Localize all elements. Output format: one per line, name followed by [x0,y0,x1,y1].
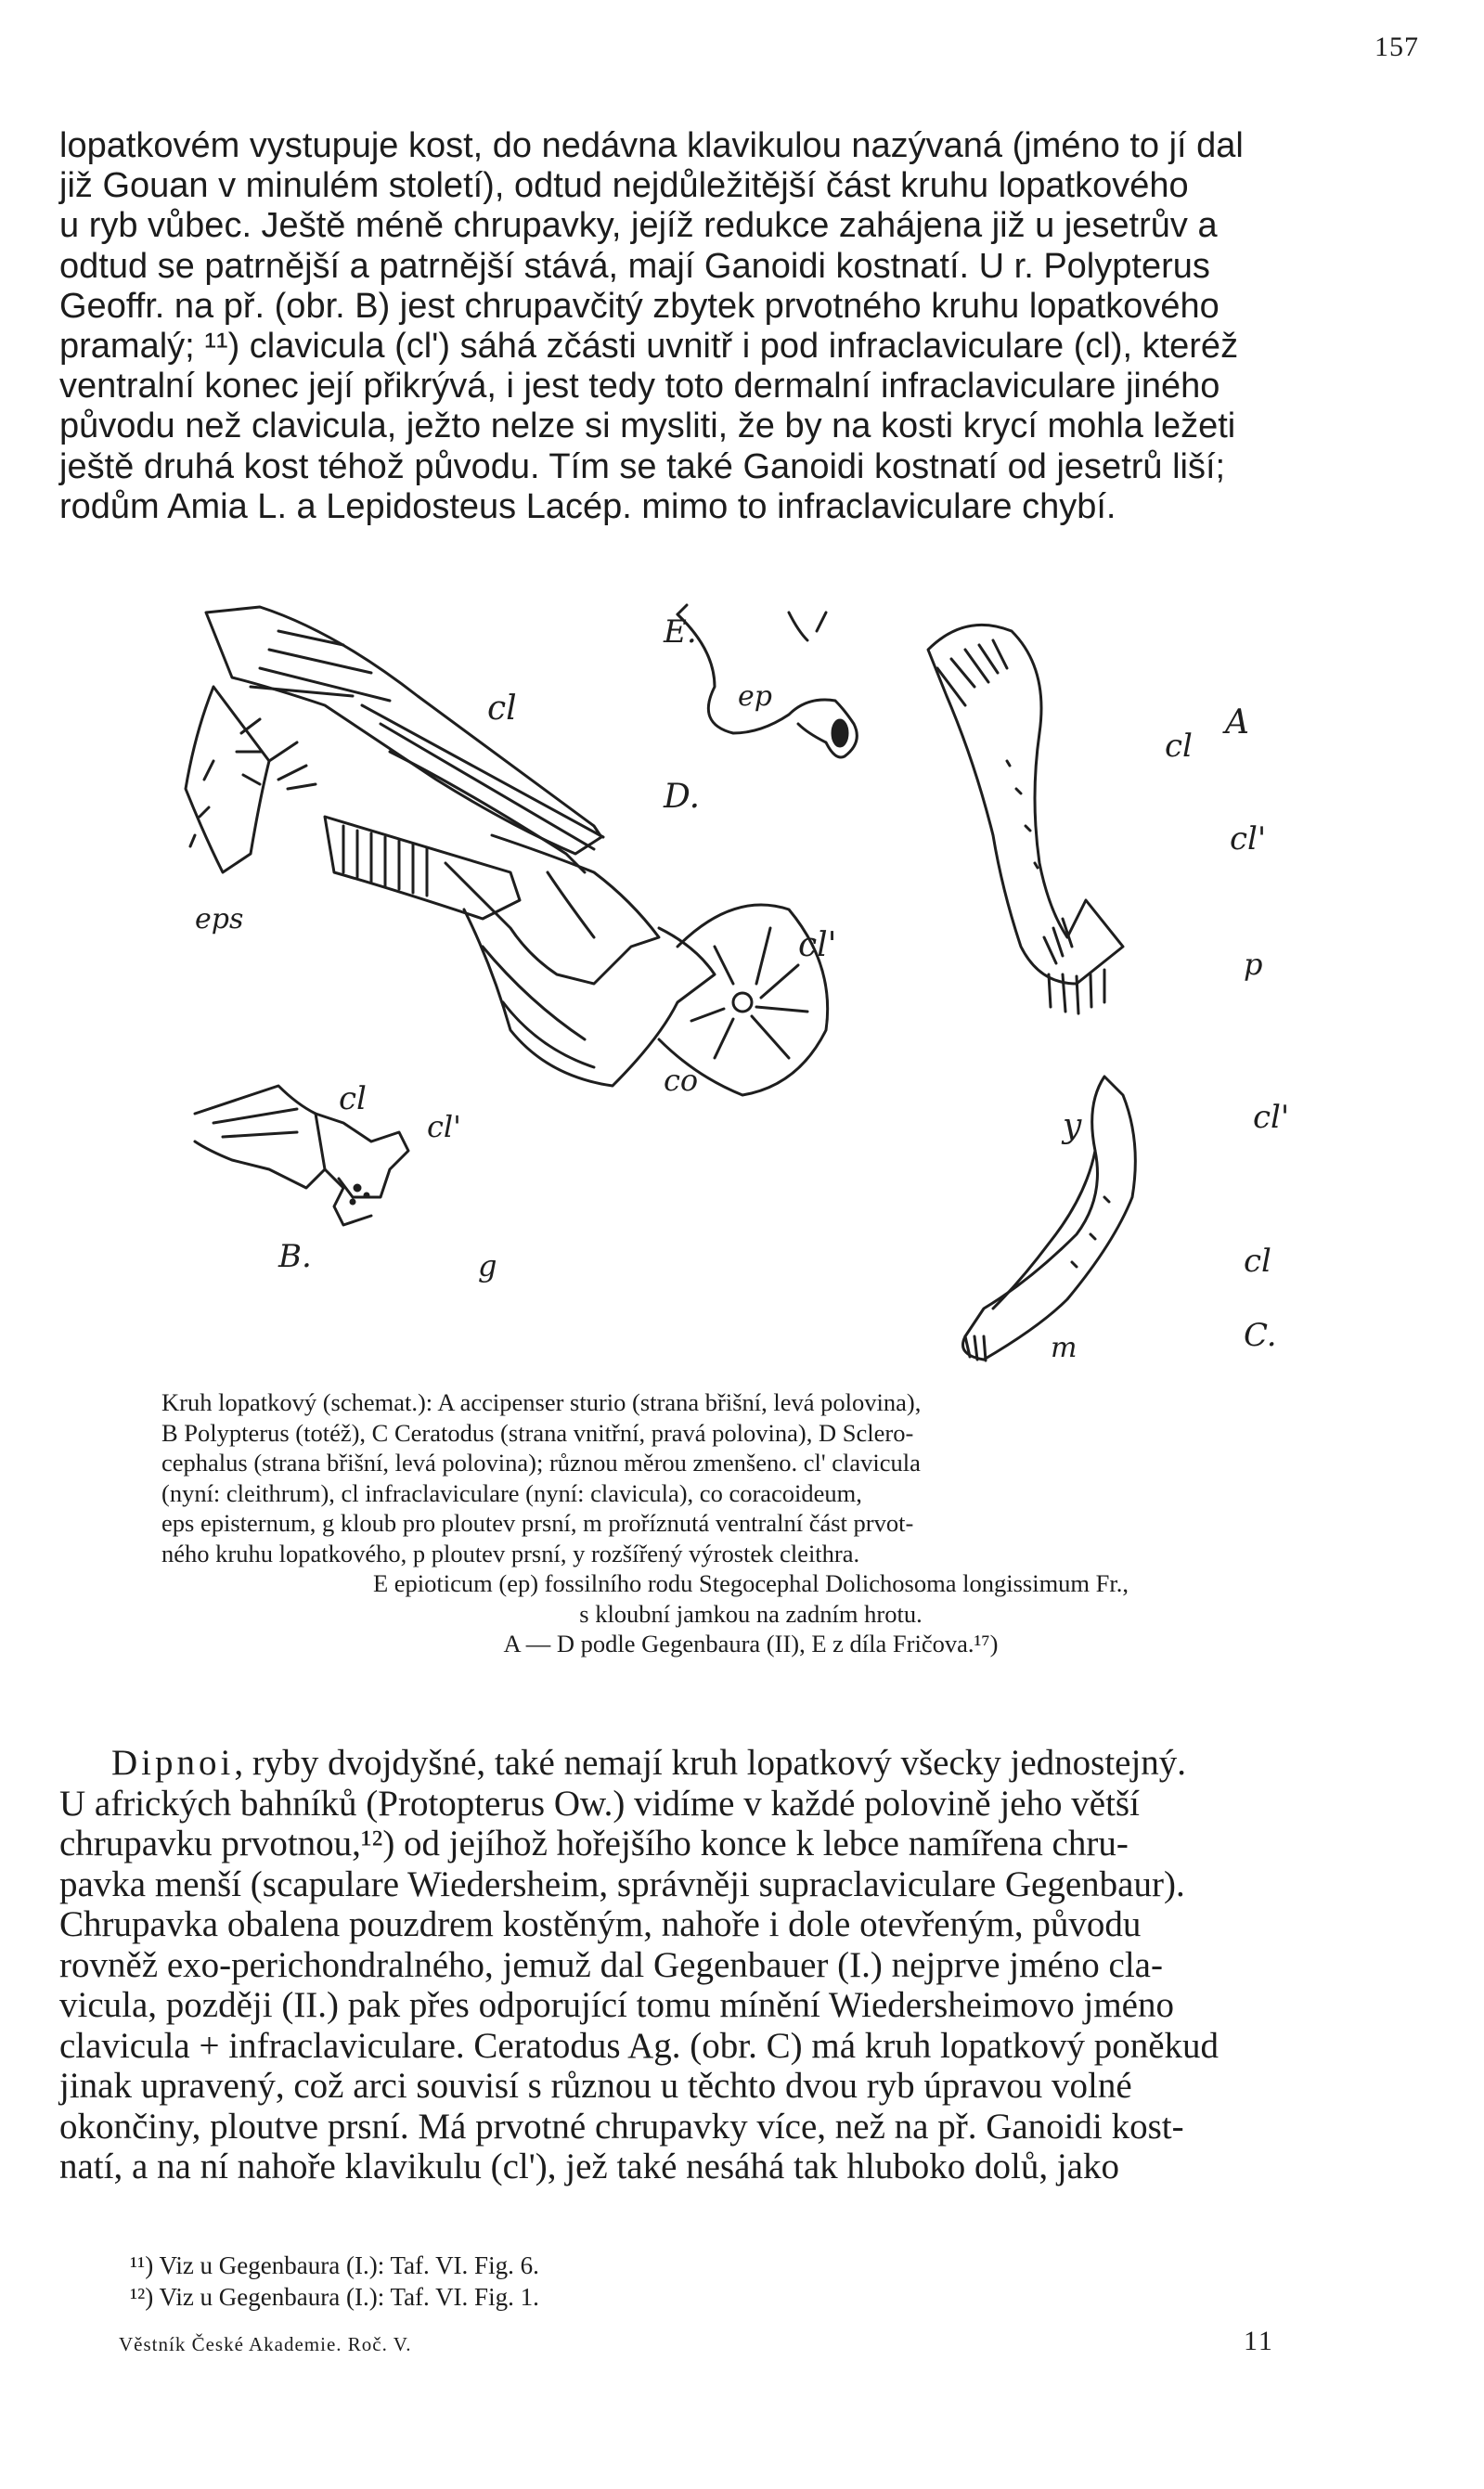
caption-e-line: s kloubní jamkou na zadním hrotu. [579,1599,923,1628]
caption-line: ného kruhu lopatkového, p ploutev prsní, y rozšířený výrostek cleithra. [161,1539,860,1567]
first-line-rest: , ryby dvojdyšné, také nemají kruh lopatkový všecky jednostejný. [234,1743,1187,1783]
caption-line: B Polypterus (totéž), C Ceratodus (strana vnitřní, pravá polovina), D Sclero- [161,1418,914,1447]
label-ep: ep [738,680,772,713]
label-cl-prime-c: cl' [1253,1099,1290,1136]
label-cl-prime-a: cl' [1230,820,1267,858]
text-line [59,1743,1424,1784]
text-line: vicula, později (II.) pak přes odporující tomu mínění Wiedersheimovo jméno [59,1985,1174,2025]
page-number: 157 [1374,32,1419,62]
paragraph-1 [59,126,1424,527]
paragraph-2 [59,1743,1424,2187]
label-co: co [664,1063,699,1098]
text-line: clavicula + infraclaviculare. Ceratodus Ag. (obr. C) má kruh lopatkový poněkud [59,2025,1219,2066]
caption-line: Kruh lopatkový (schemat.): A accipenser sturio (strana břišní, levá polovina), [161,1388,922,1416]
footnotes [130,2250,539,2313]
text-line: odtud se patrnější a patrnější stává, mají Ganoidi kostnatí. U r. Polypterus [59,246,1210,286]
label-m: m [1051,1332,1078,1364]
text-line: rodům Amia L. a Lepidosteus Lacép. mimo to infraclaviculare chybí. [59,486,1116,526]
label-cl-prime-b: cl' [427,1109,461,1144]
figure-caption [161,1387,1340,1659]
label-y: y [1063,1107,1082,1145]
caption-source: A — D podle Gegenbaura (II), E z díla Fričova.¹⁷) [503,1630,999,1657]
label-e: E. [664,613,697,651]
shoulder-girdle-figure [158,594,1327,1373]
text-line: chrupavku prvotnou,¹²) od jejíhož hořejšího konce k lebce namířena chru- [59,1824,1129,1864]
label-g: g [478,1248,497,1283]
label-p: p [1244,947,1263,982]
label-c: C. [1244,1317,1277,1354]
footer-signature: 11 [1244,2326,1274,2356]
caption-e-line: E epioticum (ep) fossilního rodu Stegocephal Dolichosoma longissimum Fr., [372,1569,1129,1597]
footnote: ¹²) Viz u Gegenbaura (I.): Taf. VI. Fig. 1. [130,2283,539,2311]
text-line: U afrických bahníků (Protopterus Ow.) vidíme v každé polovině jeho větší [59,1783,1140,1824]
label-eps: eps [195,903,244,935]
drawing-d-sclerocephalus [186,607,828,1095]
footer-journal: Věstník České Akademie. Roč. V. [119,2333,412,2355]
label-b: B. [278,1238,312,1275]
text-line: pramalý; ¹¹) clavicula (cl') sáhá zčásti uvnitř i pod infraclaviculare (cl), kteréž [59,327,1239,367]
caption-line: eps episternum, g kloub pro ploutev prsní, m proříznutá ventralní část prvot- [161,1509,914,1537]
text-line: lopatkovém vystupuje kost, do nedávna klavikulou nazývaná (jméno to jí dal [59,126,1244,165]
text-line: natí, a na ní nahoře klavikulu (cl'), jež také nesáhá tak hluboko dolů, jako [59,2147,1119,2186]
drawing-a-acipenser [928,625,1123,1013]
text-line: u ryb vůbec. Ještě méně chrupavky, jejíž redukce zahájena již u jesetrův a [59,206,1218,246]
label-d: D. [664,778,701,816]
text-line: rovněž exo-perichondralného, jemuž dal Gegenbauer (I.) nejprve jméno cla- [59,1944,1163,1985]
label-cl-prime-d: cl' [798,926,837,964]
label-cl-a: cl [1165,728,1193,765]
text-line: ještě druhá kost téhož původu. Tím se také Ganoidi kostnatí od jesetrů liší; [59,446,1226,486]
label-cl-d: cl [487,690,517,728]
text-line: Chrupavka obalena pouzdrem kostěným, nahoře i dole otevřeným, původu [59,1904,1142,1944]
drawing-b-polypterus [195,1086,408,1225]
text-line: již Gouan v minulém století), odtud nejdůležitější část kruhu lopatkového [59,166,1189,206]
text-line: pavka menší (scapulare Wiedersheim, správněji supraclaviculare Gegenbaur). [59,1864,1185,1904]
caption-line: (nyní: cleithrum), cl infraclaviculare (nyní: clavicula), co coracoideum, [161,1478,862,1507]
lead-word: Dipnoi [111,1743,235,1783]
label-a: A [1225,703,1249,742]
label-cl-c: cl [1244,1243,1271,1280]
text-line: ventralní konec její přikrývá, i jest tedy toto dermalní infraclaviculare jiného [59,367,1220,406]
text-line: původu než clavicula, ježto nelze si mysliti, že by na kosti krycí mohla ležeti [59,406,1236,446]
drawing-c-ceratodus [963,1077,1136,1361]
text-line: Geoffr. na př. (obr. B) jest chrupavčitý zbytek prvotného kruhu lopatkového [59,286,1219,326]
label-cl-b: cl [339,1080,367,1117]
footnote: ¹¹) Viz u Gegenbaura (I.): Taf. VI. Fig. 6. [130,2251,539,2279]
text-line: jinak upravený, což arci souvisí s různou u těchto dvou ryb úpravou volné [59,2066,1132,2106]
caption-line: cephalus (strana břišní, levá polovina); různou měrou zmenšeno. cl' clavicula [161,1449,921,1477]
text-line: okončiny, ploutve prsní. Má prvotné chrupavky více, než na př. Ganoidi kost- [59,2106,1184,2147]
